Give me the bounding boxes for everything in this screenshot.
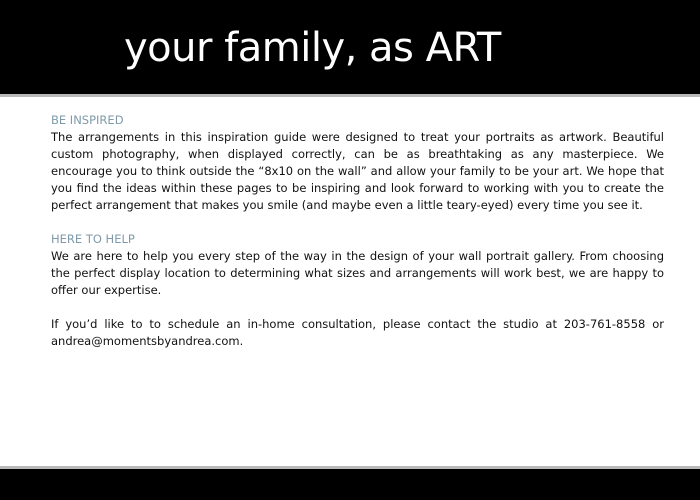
section-spacer <box>51 214 664 231</box>
paragraph-spacer <box>51 299 664 316</box>
section-heading-here-to-help: HERE TO HELP <box>51 232 135 246</box>
page-title: your family, as ART <box>124 25 501 71</box>
section-heading-be-inspired: BE INSPIRED <box>51 113 124 127</box>
header-divider <box>0 94 700 97</box>
footer-band <box>0 469 700 500</box>
contact-paragraph: If you’d like to to schedule an in-home consultation, please contact the studio at 203-761-8558 or andrea@momentsbyandrea.com. <box>51 317 664 348</box>
be-inspired-paragraph: The arrangements in this inspiration guide were designed to treat your portraits as artwork. Beautiful custom photography, when displayed correctly, can be as breathtaking as any masterpiece. We encourage you to think outside the “8x10 on the wall” and allow your family to be your art. We hope that you find the ideas within these pages to be inspiring and look forward to working with you to create the perfect arrangement that makes you smile (and maybe even a little teary-eyed) every time you see it. <box>51 130 664 212</box>
main-content <box>51 112 664 350</box>
header-band <box>0 0 700 94</box>
here-to-help-paragraph: We are here to help you every step of the way in the design of your wall portrait gallery. From choosing the perfect display location to determining what sizes and arrangements will work best, we are happy to offer our expertise. <box>51 249 664 297</box>
